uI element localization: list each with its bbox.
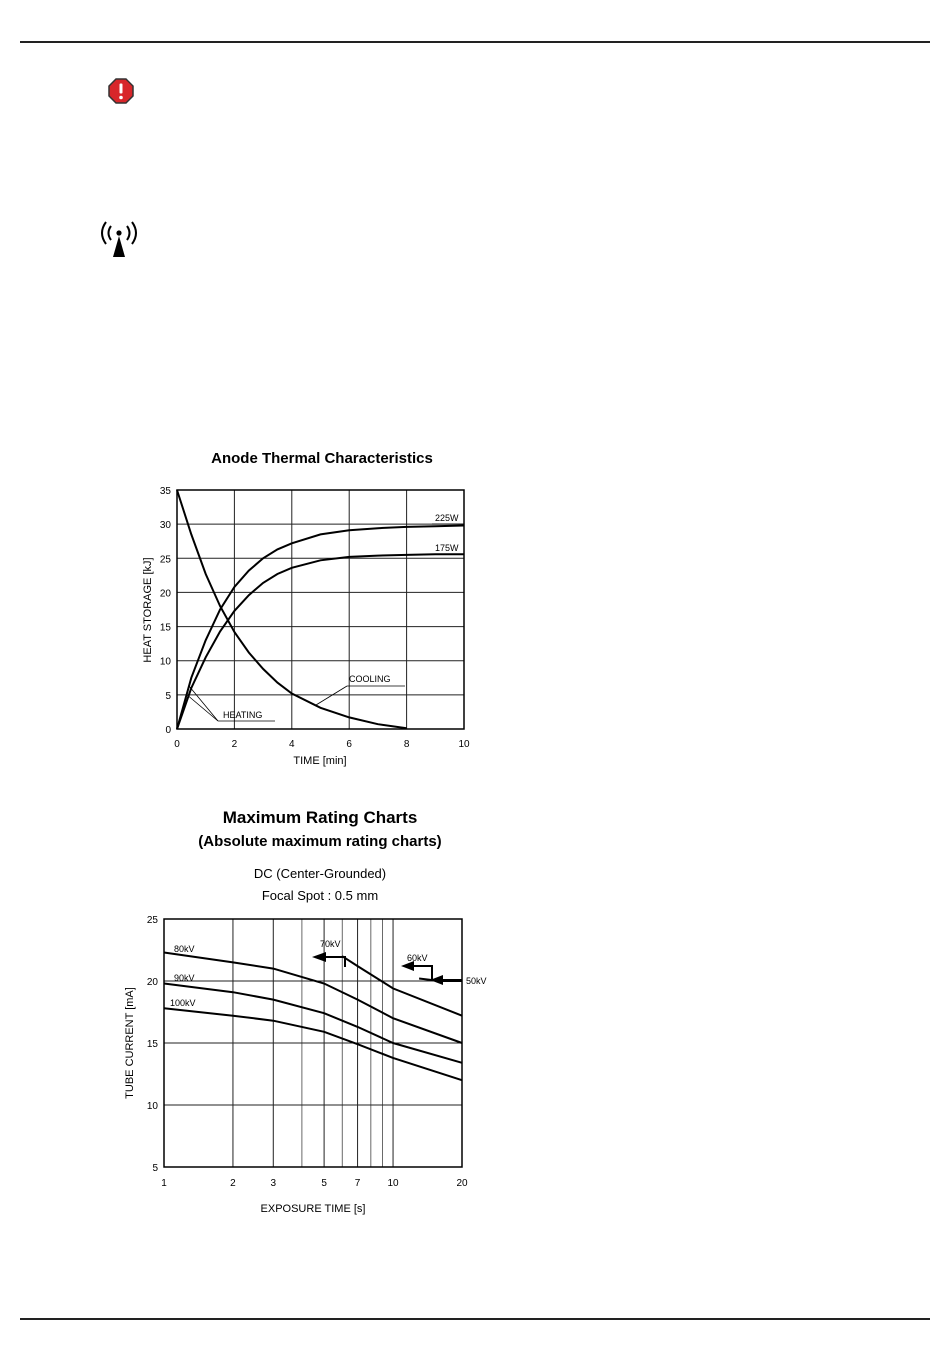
thermal-series-225w xyxy=(177,526,464,730)
thermal-y-tick: 30 xyxy=(159,520,171,532)
rating-label-60kv: 60kV xyxy=(407,953,428,963)
thermal-x-tick: 6 xyxy=(346,739,352,750)
thermal-y-tick: 15 xyxy=(159,622,171,634)
rating-x-tick: 20 xyxy=(456,1178,468,1189)
thermal-annotation-175w: 175W xyxy=(435,543,459,553)
rating-mode-label: DC (Center-Grounded) xyxy=(253,866,387,881)
rating-y-tick: 5 xyxy=(152,1163,158,1174)
thermal-annotation-cooling: COOLING xyxy=(349,674,391,684)
thermal-y-tick: 20 xyxy=(159,588,171,600)
thermal-x-tick: 4 xyxy=(289,739,295,750)
thermal-series-175w xyxy=(177,554,464,729)
thermal-y-axis-label: HEAT STORAGE [kJ] xyxy=(142,557,154,663)
rating-series-70kv xyxy=(342,956,462,1016)
rating-chart-title: Maximum Rating Charts xyxy=(222,808,418,827)
thermal-chart-title: Anode Thermal Characteristics xyxy=(211,450,433,467)
thermal-x-tick: 8 xyxy=(403,739,410,750)
rating-label-50kv: 50kV xyxy=(466,976,487,986)
rating-label-70kv: 70kV xyxy=(320,939,341,949)
thermal-y-tick: 0 xyxy=(165,725,171,736)
rating-series-90kv xyxy=(164,984,462,1063)
rating-label-100kv: 100kV xyxy=(170,998,196,1008)
rating-y-tick: 10 xyxy=(146,1101,158,1112)
rating-label-90kv: 90kV xyxy=(174,973,195,983)
thermal-annotation-225w: 225W xyxy=(435,513,459,523)
thermal-y-tick: 35 xyxy=(159,486,171,497)
rating-x-axis-label: EXPOSURE TIME [s] xyxy=(260,1203,366,1215)
rating-x-tick: 3 xyxy=(270,1178,277,1189)
rating-y-tick: 20 xyxy=(146,977,158,988)
thermal-x-tick: 0 xyxy=(174,739,180,750)
rating-x-tick: 1 xyxy=(161,1178,167,1189)
rating-arrow-60kv-shaft xyxy=(414,966,432,980)
thermal-arrow-cooling xyxy=(316,686,347,705)
rating-arrow-70kv-head xyxy=(312,952,326,962)
thermal-annotation-heating: HEATING xyxy=(223,710,263,720)
focal-spot-label: Focal Spot : 0.5 mm xyxy=(261,888,379,903)
rating-x-tick: 10 xyxy=(387,1178,399,1189)
rating-x-tick: 7 xyxy=(354,1178,361,1189)
rating-y-axis-label: TUBE CURRENT [mA] xyxy=(124,987,136,1099)
thermal-x-tick: 2 xyxy=(231,739,238,750)
rating-x-tick: 5 xyxy=(321,1178,327,1189)
thermal-arrow-heating-225 xyxy=(189,686,218,721)
rating-series-100kv xyxy=(164,1008,462,1080)
thermal-y-tick: 10 xyxy=(159,656,171,668)
thermal-arrow-heating-175 xyxy=(186,694,218,721)
rating-x-tick: 2 xyxy=(230,1178,236,1189)
rating-y-tick: 15 xyxy=(146,1039,158,1050)
rating-y-tick: 25 xyxy=(146,915,158,926)
thermal-x-tick: 10 xyxy=(458,739,470,750)
thermal-y-tick: 5 xyxy=(165,690,171,702)
rating-label-80kv: 80kV xyxy=(174,944,195,954)
thermal-x-axis-label: TIME [min] xyxy=(293,755,347,767)
rating-chart-subtitle: (Absolute maximum rating charts) xyxy=(198,833,442,850)
thermal-y-tick: 25 xyxy=(159,554,171,566)
